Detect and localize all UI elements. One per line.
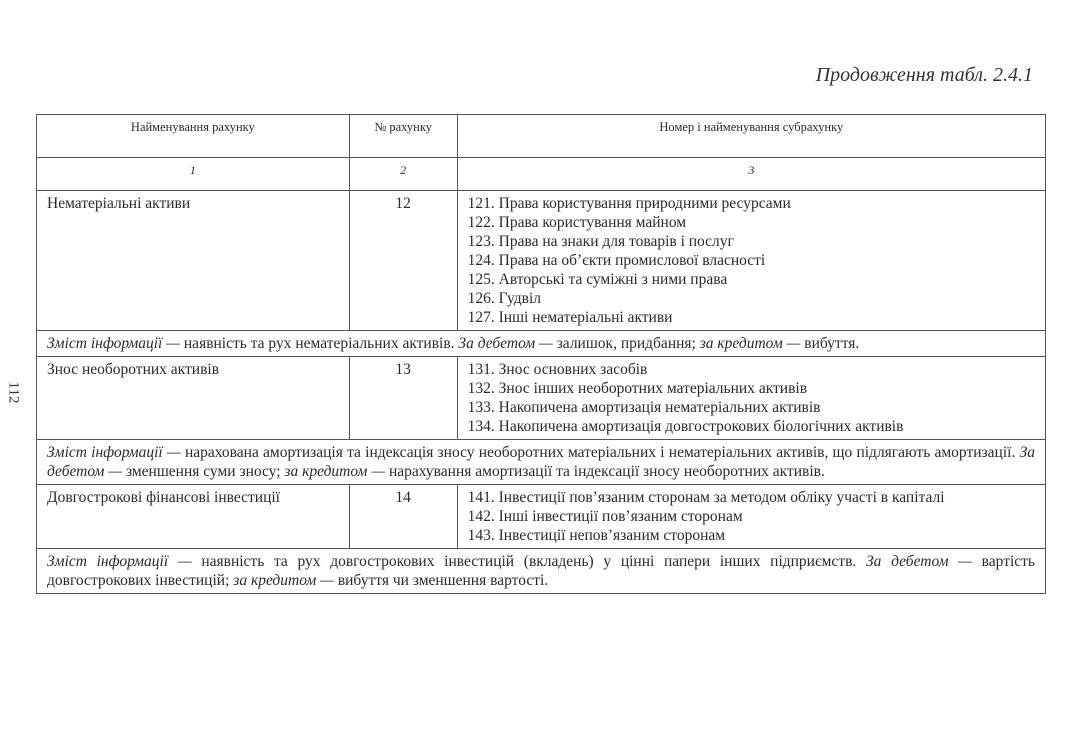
table-row: [37, 485, 1046, 549]
subaccount-item: 132. Знос інших необоротних матеріальних активів: [467, 380, 808, 397]
info-note: [37, 549, 1046, 594]
subaccount-item: 141. Інвестиції пов’язаним сторонам за методом обліку участі в капіталі: [467, 489, 945, 506]
subaccount-item: 142. Інші інвестиції пов’язаним сторонам: [467, 508, 743, 525]
note-label: Зміст інформації —: [47, 444, 181, 461]
subaccount-list: [457, 357, 1045, 440]
info-note-row: [37, 549, 1046, 594]
note-debit-label: За дебетом —: [458, 335, 553, 352]
note-credit-label: за кредитом —: [233, 572, 334, 589]
header-subaccounts: Номер і найменування субрахунку: [457, 115, 1045, 158]
subaccount-item: 126. Гудвіл: [467, 290, 542, 307]
note-text: зменшення суми зносу;: [122, 463, 285, 480]
column-number-row: [37, 158, 1046, 191]
subaccount-item: 121. Права користування природними ресурсами: [467, 195, 791, 212]
account-name: Довгострокові фінансові інвестиції: [37, 485, 350, 549]
subaccount-item: 133. Накопичена амортизація нематеріальних активів: [467, 399, 821, 416]
note-label: Зміст інформації —: [47, 553, 192, 570]
subaccount-item: 134. Накопичена амортизація довгострокових біологічних активів: [467, 418, 904, 435]
account-number: 14: [349, 485, 457, 549]
info-note: [37, 331, 1046, 357]
info-note: [37, 440, 1046, 485]
header-account-name: Найменування рахунку: [37, 115, 350, 158]
subaccount-item: 124. Права на об’єкти промислової власності: [467, 252, 766, 269]
subaccount-item: 127. Інші нематеріальні активи: [467, 309, 673, 326]
note-text: вартість довгострокових інвестицій;: [47, 553, 1035, 589]
column-number: 2: [349, 158, 457, 191]
header-row: [37, 115, 1046, 158]
accounts-table: [36, 114, 1046, 594]
note-label: Зміст інформації —: [47, 335, 181, 352]
note-text: нарахована амортизація та індексація зносу необоротних матеріальних і нематеріальних активів, що підлягають амортизації.: [180, 444, 1020, 461]
info-note-row: [37, 440, 1046, 485]
subaccount-item: 123. Права на знаки для товарів і послуг: [467, 233, 734, 250]
note-text: вибуття.: [800, 335, 860, 352]
subaccount-item: 125. Авторські та суміжні з ними права: [467, 271, 728, 288]
column-number: 1: [37, 158, 350, 191]
account-name: Знос необоротних активів: [37, 357, 350, 440]
info-note-row: [37, 331, 1046, 357]
subaccount-item: 143. Інвестиції непов’язаним сторонам: [467, 527, 726, 544]
page-number: 112: [5, 381, 22, 404]
account-number: 13: [349, 357, 457, 440]
note-debit-label: За дебетом —: [47, 444, 1035, 480]
header-account-number: № рахунку: [349, 115, 457, 158]
note-debit-label: За дебетом —: [865, 553, 972, 570]
note-text: нарахування амортизації та індексації зносу необоротних активів.: [385, 463, 825, 480]
note-text: вибуття чи зменшення вартості.: [333, 572, 549, 589]
account-name: Нематеріальні активи: [37, 191, 350, 331]
subaccount-item: 122. Права користування майном: [467, 214, 687, 231]
table-caption: Продовження табл. 2.4.1: [815, 64, 1033, 86]
subaccount-list: [457, 191, 1045, 331]
account-number: 12: [349, 191, 457, 331]
note-text: наявність та рух довгострокових інвестицій (вкладень) у цінні папери інших підприємств.: [191, 553, 866, 570]
note-text: залишок, придбання;: [552, 335, 700, 352]
note-text: наявність та рух нематеріальних активів.: [180, 335, 459, 352]
table-row: [37, 357, 1046, 440]
note-credit-label: за кредитом —: [284, 463, 386, 480]
table-row: [37, 191, 1046, 331]
subaccount-item: 131. Знос основних засобів: [467, 361, 648, 378]
subaccount-list: [457, 485, 1045, 549]
note-credit-label: за кредитом —: [699, 335, 801, 352]
column-number: 3: [457, 158, 1045, 191]
